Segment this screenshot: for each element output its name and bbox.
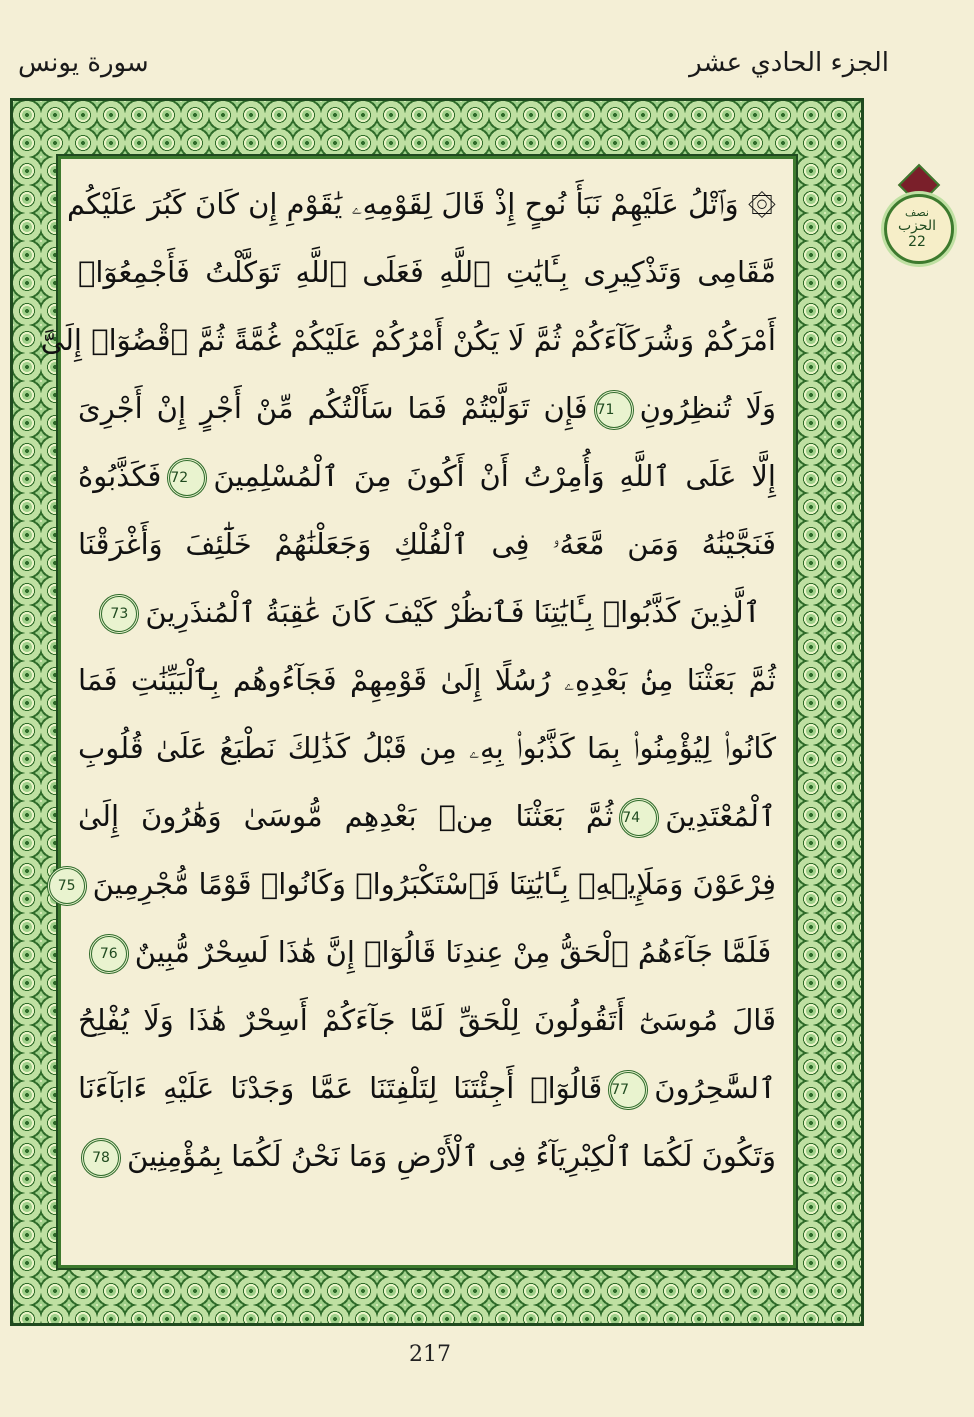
page-number: 217 <box>409 1342 451 1367</box>
ayah-line <box>78 646 776 714</box>
ayah-text: كَانُوا۟ لِيُؤْمِنُوا۟ بِمَا كَذَّبُوا۟ بِهِۦ مِن قَبْلُ كَذَٰلِكَ نَطْبَعُ عَلَىٰ قُلُوبِ <box>78 731 776 765</box>
ayah-number-marker: 73 <box>99 594 139 634</box>
ayah-number-marker: 78 <box>81 1138 121 1178</box>
ayah-line <box>78 782 776 850</box>
ayah-text: ٱلسَّٰحِرُونَ <box>654 1071 776 1105</box>
ayah-text-continued: ثُمَّ بَعَثْنَا مِنۢ بَعْدِهِم مُّوسَىٰ وَهَٰرُونَ إِلَىٰ <box>78 799 614 833</box>
ayah-line <box>78 1122 776 1190</box>
ayah-line <box>78 238 776 306</box>
ayah-text-continued: فَكَذَّبُوهُ <box>78 459 162 493</box>
ayah-text: إِلَّا عَلَى ٱللَّهِ وَأُمِرْتُ أَنْ أَكُونَ مِنَ ٱلْمُسْلِمِينَ <box>213 459 776 493</box>
ayah-line <box>78 442 776 510</box>
ayah-text: فَنَجَّيْنَٰهُ وَمَن مَّعَهُۥ فِى ٱلْفُلْكِ وَجَعَلْنَٰهُمْ خَلَٰٓئِفَ وَأَغْرَقْنَا <box>78 527 776 561</box>
ayah-text: وَتَكُونَ لَكُمَا ٱلْكِبْرِيَآءُ فِى ٱلْأَرْضِ وَمَا نَحْنُ لَكُمَا بِمُؤْمِنِينَ <box>127 1139 776 1173</box>
ayah-text: أَمْرَكُمْ وَشُرَكَآءَكُمْ ثُمَّ لَا يَكُنْ أَمْرُكُمْ عَلَيْكُمْ غُمَّةً ثُمَّ ٱقْضُوٓا۟ إِلَىَّ <box>40 323 776 357</box>
ayah-text: مَّقَامِى وَتَذْكِيرِى بِـَٔايَٰتِ ٱللَّهِ فَعَلَى ٱللَّهِ تَوَكَّلْتُ فَأَجْمِعُوٓا۟ <box>78 255 776 289</box>
ayah-number-marker: 71 <box>594 390 634 430</box>
ayah-text: وَلَا تُنظِرُونِ <box>639 391 776 425</box>
ayah-line <box>40 306 776 374</box>
ayah-line <box>78 714 776 782</box>
ayah-text: فَلَمَّا جَآءَهُمُ ٱلْحَقُّ مِنْ عِندِنَا قَالُوٓا۟ إِنَّ هَٰذَا لَسِحْرٌ مُّبِينٌ <box>134 935 772 969</box>
ayah-text: قَالَ مُوسَىٰٓ أَتَقُولُونَ لِلْحَقِّ لَمَّا جَآءَكُمْ أَسِحْرٌ هَٰذَا وَلَا يُفْلِحُ <box>78 1003 776 1037</box>
surah-title: سورة يونس <box>18 48 149 78</box>
ayah-line <box>57 850 776 918</box>
ayah-text: ثُمَّ بَعَثْنَا مِنۢ بَعْدِهِۦ رُسُلًا إِلَىٰ قَوْمِهِمْ فَجَآءُوهُم بِٱلْبَيِّنَٰتِ فَمَا <box>78 663 776 697</box>
ayah-line <box>78 986 776 1054</box>
hizb-label-nisf: نصف <box>905 206 929 219</box>
ayah-line <box>78 510 776 578</box>
ayah-text: ٱلْمُعْتَدِينَ <box>665 799 776 833</box>
ayah-line <box>78 578 776 646</box>
ayah-text: ٱلَّذِينَ كَذَّبُوا۟ بِـَٔايَٰتِنَا فَٱنظُرْ كَيْفَ كَانَ عَٰقِبَةُ ٱلْمُنذَرِينَ <box>145 595 761 629</box>
hizb-marker <box>878 168 956 272</box>
ayah-number-marker: 75 <box>47 866 87 906</box>
ayah-text: ۞ وَٱتْلُ عَلَيْهِمْ نَبَأَ نُوحٍ إِذْ قَالَ لِقَوْمِهِۦ يَٰقَوْمِ إِن كَانَ كَبُرَ عَلَيْكُم <box>66 187 776 221</box>
ayah-line <box>78 1054 776 1122</box>
ayah-number-marker: 74 <box>619 798 659 838</box>
ayah-number-marker: 77 <box>608 1070 648 1110</box>
juz-title: الجزء الحادي عشر <box>689 48 889 78</box>
quran-text <box>40 170 776 1260</box>
ayah-text-continued: قَالُوٓا۟ أَجِئْتَنَا لِتَلْفِتَنَا عَمَّا وَجَدْنَا عَلَيْهِ ءَابَآءَنَا <box>78 1071 603 1105</box>
ayah-number-marker: 72 <box>167 458 207 498</box>
hizb-label-hizb: الحزب <box>897 218 937 234</box>
hizb-number: 22 <box>908 234 926 250</box>
ayah-line <box>78 374 776 442</box>
ayah-text-continued: فَإِن تَوَلَّيْتُمْ فَمَا سَأَلْتُكُم مِّنْ أَجْرٍ إِنْ أَجْرِىَ <box>78 391 588 425</box>
ayah-line <box>78 918 776 986</box>
ayah-text: فِرْعَوْنَ وَمَلَإِي۟هِۦ بِـَٔايَٰتِنَا فَٱسْتَكْبَرُوا۟ وَكَانُوا۟ قَوْمًا مُّجْرِمِينَ <box>92 867 776 901</box>
ayah-number-marker: 76 <box>89 934 129 974</box>
ayah-line <box>66 170 776 238</box>
